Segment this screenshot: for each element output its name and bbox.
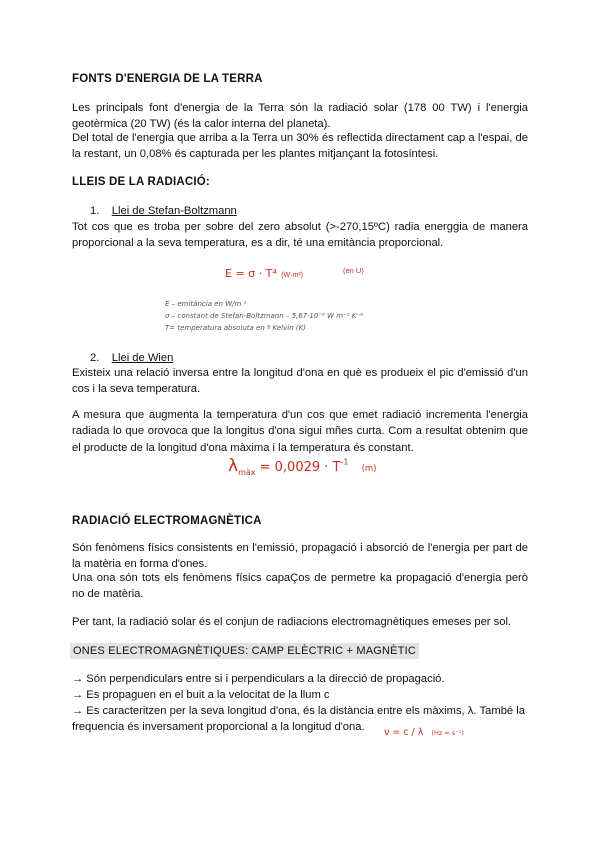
law1-description: Tot cos que es troba per sobre del zero absolut (>-270,15ºC) radia energgia de manera proporcional a la seva temperatura, es a dir, té una emitància proporcional. (72, 221, 528, 250)
section-title-energy-sources: FONTS D'ENERGIA DE LA TERRA (72, 73, 263, 85)
stefan-boltzmann-formula (225, 264, 303, 282)
law2-description: Existeix una relació inversa entre la longitud d'ona en què es produeix el pic d'emissió d'un cos i la seva temperatura. (72, 367, 528, 396)
bullet-speed-of-light: → Es propaguen en el buit a la velocitat de la llum c (72, 689, 330, 701)
formula-legend-constant: σ – constant de Stefan-Boltzmann – 5,67·10⁻⁸ W m⁻² K⁻⁴ (165, 312, 363, 320)
wien-subscript: màx (238, 468, 256, 478)
law1-name: Llei de Stefan-Boltzmann (111, 205, 237, 217)
law1-number: 1. (90, 205, 100, 217)
wien-expression: = 0,0029 · T (255, 460, 341, 475)
formula-legend-emittance: E – emitància en W/m ² (165, 300, 247, 308)
formula-legend-temperature: T= temperatura absoluta en º Kelvin (K) (165, 324, 306, 332)
em-waves-highlight (70, 641, 419, 659)
paragraph-em-definition: Són fenòmens físics consistents en l'emissió, propagació i absorció de l'energia per part de la matèria en forma d'ones. (72, 542, 528, 571)
section-title-radiation-laws: LLEIS DE LA RADIACIÓ: (72, 176, 210, 188)
section-title-em-radiation: RADIACIÓ ELECTROMAGNÈTICA (72, 515, 262, 527)
law2-explanation: A mesura que augmenta la temperatura d'un cos que emet radiació incrementa l'energia radiada lo que orovoca que la longitus d'ona sigui mñes curta. Com a resultat obtenim que el producte de la longitud d'ona màxima i la temperatura és constant. (72, 409, 528, 454)
em-waves-highlight-text: ONES ELECTROMAGNÈTIQUES: CAMP ELÈCTRIC + MAGNÈTIC (70, 643, 419, 659)
stefan-boltzmann-note: (en U) (343, 266, 364, 275)
paragraph-energy-balance: Del total de l'energia que arriba a la Terra un 30% és reflectida directament cap a l'espai, de la restant, un 0,08% és capturada per les plantes mitjançant la fotosíntesi. (72, 132, 528, 161)
bullet-frequency: frequencia és inversament proporcional a la longitud d'ona. (72, 721, 365, 733)
wien-exponent: -1 (340, 457, 349, 467)
wien-units: (m) (361, 464, 377, 474)
law2-name: Llei de Wien (111, 352, 174, 364)
paragraph-energy-sources: Les principals font d'energia de la Terra són la radiació solar (178 00 TW) i l'energia geotèrmica (20 TW) (és la calor interna del planeta). (72, 102, 528, 131)
law2-heading (90, 350, 173, 366)
stefan-boltzmann-units: (W·m²) (281, 272, 303, 279)
bullet-perpendicular: → Són perpendiculars entre si i perpendiculars a la direcció de propagació. (72, 673, 445, 685)
frequency-expression: ν = c / λ (384, 727, 424, 738)
wien-lambda: λ (228, 456, 239, 476)
paragraph-wave-definition: Una ona són tots els fenòmens físics capaÇos de permetre ka propagació d'energia però no de matèria. (72, 572, 528, 601)
paragraph-solar-radiation: Per tant, la radiació solar és el conjun de radiacions electromagnètiques emeses per sol. (72, 616, 512, 628)
law2-number: 2. (90, 352, 100, 364)
frequency-units: (Hz = s⁻¹) (431, 729, 464, 737)
bullet-wavelength: → Es caracteritzen per la seva longitud d'ona, és la distància entre els màxims, λ. També la (72, 705, 525, 717)
stefan-boltzmann-expression: E = σ · T⁴ (225, 267, 277, 280)
law1-heading (90, 203, 237, 219)
frequency-formula (384, 720, 464, 739)
wien-formula (228, 456, 376, 477)
